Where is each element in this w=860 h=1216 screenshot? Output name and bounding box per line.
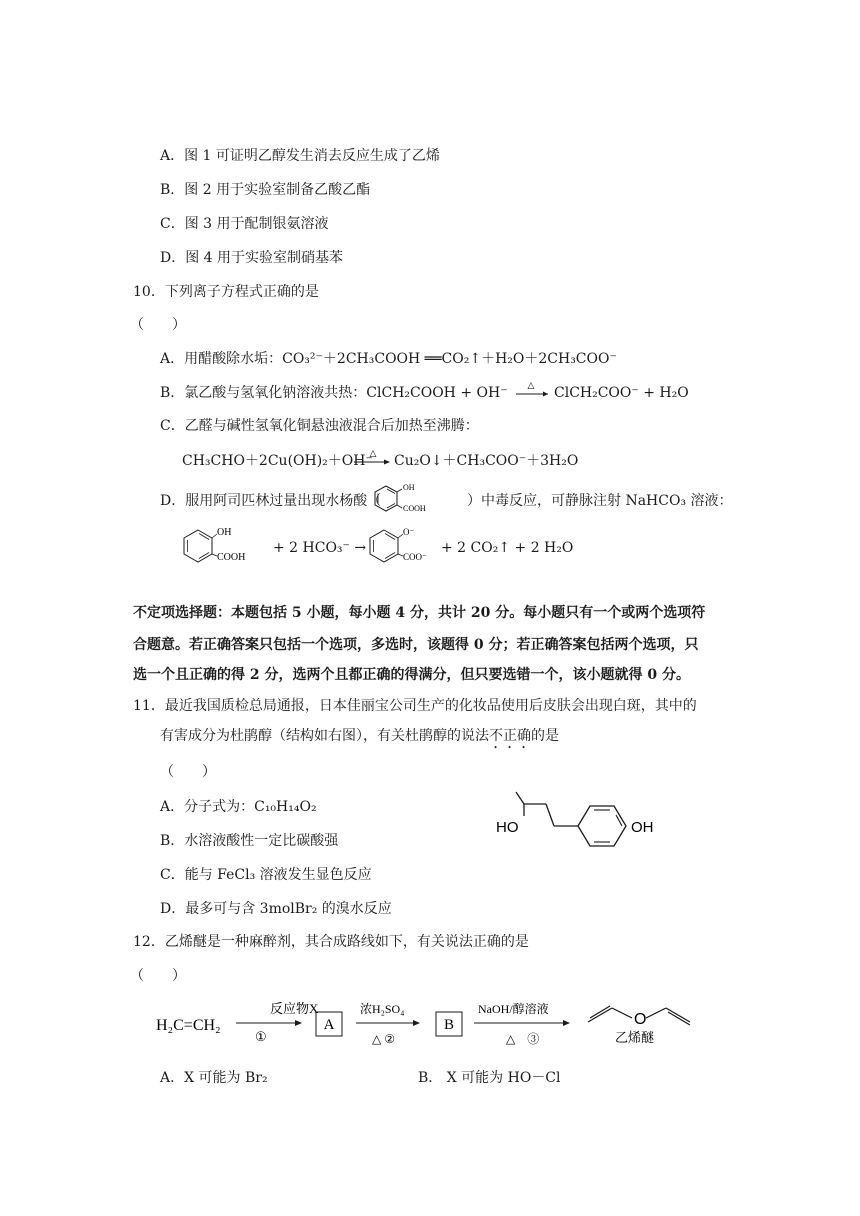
heat-symbol: △: [369, 448, 377, 458]
step1-reagent: 反应物X: [270, 1001, 319, 1016]
q10-option-c: C．乙醛与碱性氢氧化铜悬浊液混合后加热至沸腾：: [160, 418, 479, 434]
q10-option-c-eq-left: CH₃CHO＋2Cu(OH)₂＋OH⁻: [182, 453, 373, 469]
salicylate-structure: [368, 524, 440, 566]
q10-option-b-arrow: [514, 379, 552, 403]
q9-option-c: C．图 3 用于配制银氨溶液: [160, 216, 329, 232]
q10-option-d-left: D．服用阿司匹林过量出现水杨酸（: [160, 493, 382, 509]
q10-option-d-eq-mid: + 2 HCO₃⁻ →: [273, 540, 367, 556]
svg-text:COOH: COOH: [217, 552, 246, 563]
q11-option-a: A．分子式为：C₁₀H₁₄O₂: [160, 799, 317, 815]
vinyl-ether-structure: [588, 1006, 690, 1028]
svg-text:COOH: COOH: [403, 504, 426, 513]
q10-option-d-eq-end: + 2 CO₂↑ + 2 H₂O: [441, 540, 574, 556]
step1-number: ①: [255, 1029, 267, 1044]
q10-option-b-left: B．氯乙酸与氢氧化钠溶液共热：ClCH₂COOH + OH⁻: [160, 385, 508, 401]
intermediate-b: B: [443, 1017, 455, 1033]
step2-reagent: 浓H₂SO₄: [360, 1002, 405, 1016]
q9-option-a: A．图 1 可证明乙醇发生消去反应生成了乙烯: [160, 148, 440, 164]
emphasis-text: 不正确: [489, 728, 531, 744]
svg-text:O: O: [634, 1011, 647, 1028]
q10-bracket: （ ）: [130, 317, 186, 333]
svg-text:OH: OH: [403, 483, 415, 492]
q10-option-b-right: ClCH₂COO⁻ + H₂O: [554, 385, 689, 401]
q11-option-c: C．能与 FeCl₃ 溶液发生显色反应: [160, 867, 372, 883]
svg-text:OH: OH: [217, 527, 232, 538]
salicylic-acid-structure-small: [366, 478, 464, 518]
intermediate-a: A: [323, 1017, 335, 1033]
ethylene-formula: H₂C=CH₂: [156, 1017, 221, 1034]
svg-text:COO⁻: COO⁻: [403, 552, 427, 562]
product-name: 乙烯醚: [615, 1030, 655, 1045]
q12-synthesis-route: [150, 994, 710, 1054]
q10-option-c-arrow: [352, 447, 394, 471]
q9-option-b: B．图 2 用于实验室制备乙酸乙酯: [160, 182, 371, 198]
section-instructions-line-3: 选一个且正确的得 2 分，选两个且都正确的得满分，但只要选错一个，该小题就得 0 分。: [133, 667, 690, 683]
q11-stem-line-1: 11．最近我国质检总局通报，日本佳丽宝公司生产的化妆品使用后皮肤会出现白斑，其中的: [133, 698, 697, 714]
q12-option-b: B． X 可能为 HO－Cl: [418, 1070, 561, 1086]
salicylic-acid-structure: [182, 524, 262, 566]
q10-stem: 10．下列离子方程式正确的是: [133, 284, 319, 300]
section-instructions-line-2: 合题意。若正确答案只包括一个选项，多选时，该题得 0 分；若正确答案包括两个选项，只: [133, 637, 699, 653]
q11-option-d: D．最多可与含 3molBr₂ 的溴水反应: [160, 901, 392, 917]
svg-text:OH: OH: [631, 819, 654, 836]
svg-text:HO: HO: [496, 819, 519, 836]
q10-option-a: A．用醋酸除水垢：CO₃²⁻＋2CH₃COOH ══CO₂↑＋H₂O＋2CH₃COO⁻: [160, 351, 617, 367]
q11-option-b: B．水溶液酸性一定比碳酸强: [160, 833, 339, 849]
q10-option-d-right: ）中毒反应，可静脉注射 NaHCO₃ 溶液：: [467, 493, 733, 509]
q10-option-c-eq-right: Cu₂O↓＋CH₃COO⁻＋3H₂O: [394, 453, 579, 469]
q11-bracket: （ ）: [160, 764, 216, 780]
q9-option-d: D．图 4 用于实验室制硝基苯: [160, 250, 344, 266]
q12-bracket: （ ）: [130, 968, 186, 984]
step3-condition: △ ③: [506, 1032, 540, 1046]
step2-condition: △ ②: [372, 1032, 395, 1046]
q12-option-a: A．X 可能为 Br₂: [160, 1070, 268, 1086]
q12-stem: 12．乙烯醚是一种麻醉剂，其合成路线如下，有关说法正确的是: [133, 934, 529, 950]
q11-stem-line-2: 有害成分为杜鹃醇（结构如右图），有关杜鹃醇的说法不正确的是: [160, 728, 559, 744]
step3-reagent: NaOH/醇溶液: [478, 1002, 549, 1016]
svg-text:O⁻: O⁻: [403, 527, 415, 537]
section-instructions-line-1: 不定项选择题：本题包括 5 小题，每小题 4 分，共计 20 分。每小题只有一个或两个选项符: [133, 605, 706, 621]
rhododendrol-structure: [492, 786, 664, 858]
heat-symbol: △: [527, 380, 535, 390]
